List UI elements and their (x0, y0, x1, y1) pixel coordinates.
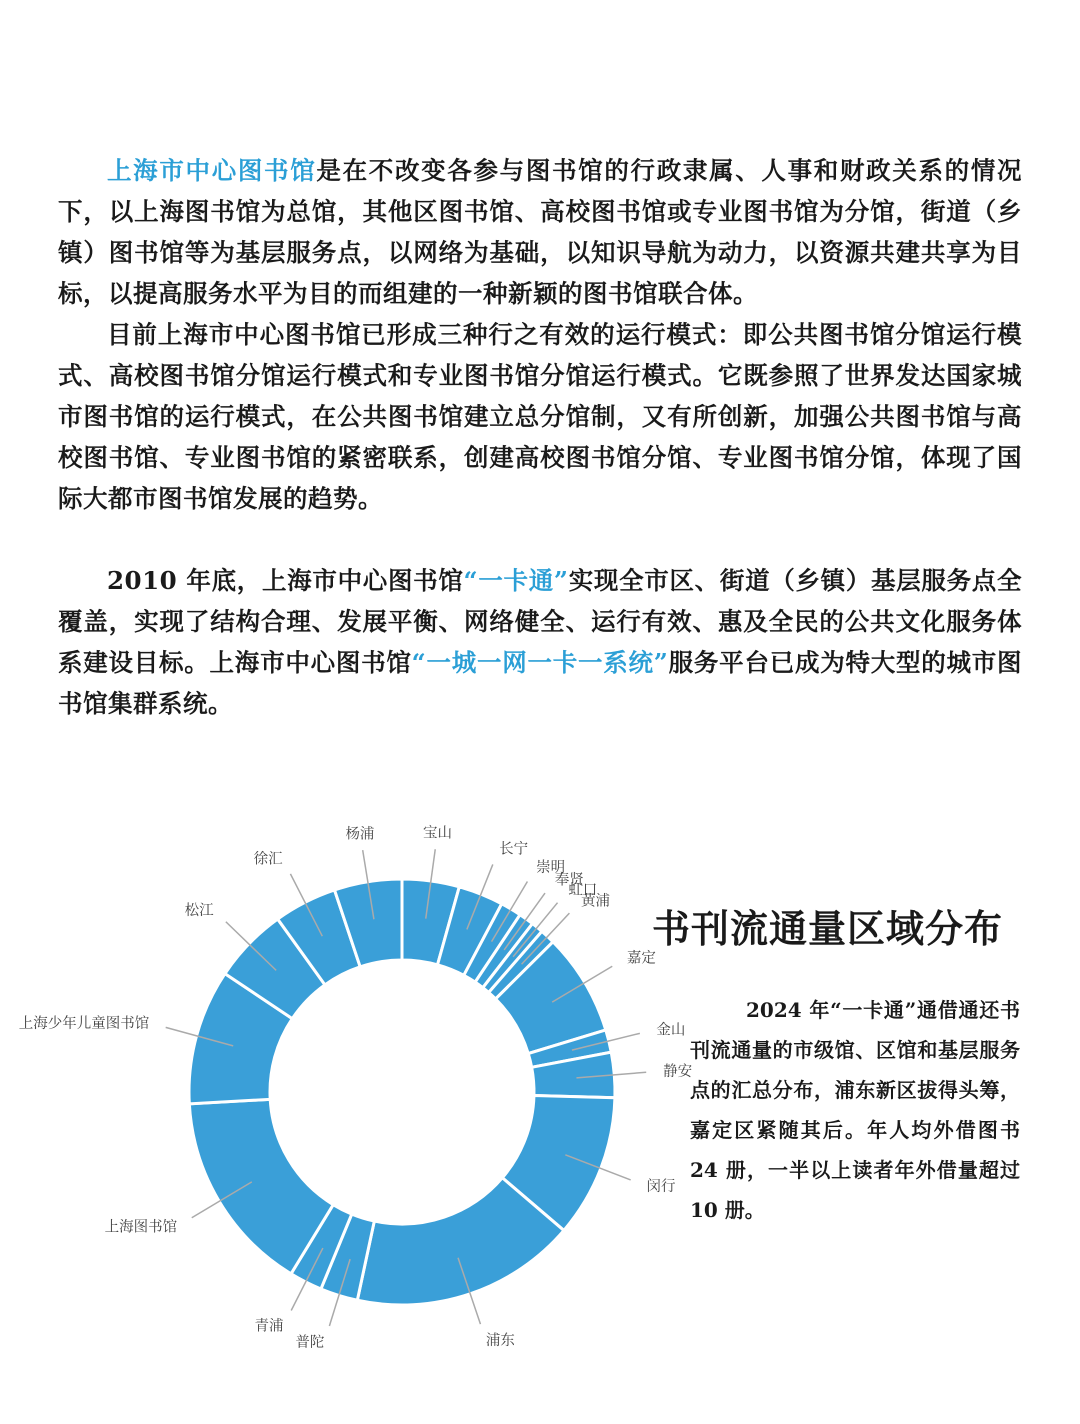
label-金山: 金山 (656, 1022, 686, 1039)
label-嘉定: 嘉定 (626, 950, 656, 967)
intro-highlight-system: “一城一网一卡一系统” (411, 648, 669, 677)
donut-slices (189, 879, 615, 1305)
intro-highlight-card: “一卡通” (463, 566, 569, 595)
donut-chart (0, 820, 693, 1380)
chart-title: 书刊流通量区域分布 (652, 906, 1004, 951)
label-奉贤: 奉贤 (554, 872, 584, 889)
label-普陀: 普陀 (295, 1335, 325, 1352)
label-黄浦: 黄浦 (581, 893, 611, 910)
label-上海少年儿童图书馆: 上海少年儿童图书馆 (18, 1015, 150, 1032)
intro-p3-part2: 实现全市区、街道（乡镇）基层服务点全覆盖，实现了结构合理、发展平衡、网络健全、运行有效、惠及全民的公共文化服务体系建设目标。上海市中心图书馆 (58, 566, 1023, 677)
intro-p3-part3: 服务平台已成为特大型的城市图书馆集群系统。 (58, 648, 1023, 718)
label-长宁: 长宁 (499, 841, 529, 858)
label-闵行: 闵行 (646, 1179, 676, 1196)
intro-paragraph-3 (58, 560, 1022, 724)
label-徐汇: 徐汇 (253, 851, 283, 868)
intro-paragraph-2: 目前上海市中心图书馆已形成三种行之有效的运行模式：即公共图书馆分馆运行模式、高校图书馆分馆运行模式和专业图书馆分馆运行模式。它既参照了世界发达国家城市图书馆的运行模式，在公共图书馆建立总分馆制，又有所创新，加强公共图书馆与高校图书馆、专业图书馆的紧密联系，创建高校图书馆分馆、专业图书馆分馆，体现了国际大都市图书馆发展的趋势。 (58, 320, 1022, 513)
label-青浦: 青浦 (254, 1318, 284, 1335)
intro-p3-part1: 2010 年底，上海市中心图书馆 (107, 566, 464, 595)
chart-description: 2024 年“一卡通”通借通还书刊流通量的市级馆、区馆和基层服务点的汇总分布，浦东新区拔得头筹，嘉定区紧随其后。年人均外借图书 24 册，一半以上读者年外借量超过 10 册。 (690, 998, 1020, 1222)
intro-highlight-library: 上海市中心图书馆 (107, 156, 317, 185)
label-浦东: 浦东 (485, 1333, 515, 1350)
intro-text (58, 150, 1022, 724)
label-静安: 静安 (663, 1063, 693, 1080)
intro-paragraph-1 (58, 150, 1022, 314)
label-上海图书馆: 上海图书馆 (104, 1219, 178, 1236)
label-松江: 松江 (184, 902, 214, 919)
label-杨浦: 杨浦 (345, 826, 375, 843)
label-宝山: 宝山 (423, 825, 453, 842)
label-崇明: 崇明 (536, 859, 566, 876)
intro-p1-text: 是在不改变各参与图书馆的行政隶属、人事和财政关系的情况下，以上海图书馆为总馆，其他区图书馆、高校图书馆或专业图书馆为分馆，街道（乡镇）图书馆等为基层服务点，以网络为基础，以知识导航为动力，以资源共建共享为目标，以提高服务水平为目的而组建的一种新颖的图书馆联合体。 (58, 156, 1023, 308)
label-虹口: 虹口 (568, 882, 598, 899)
